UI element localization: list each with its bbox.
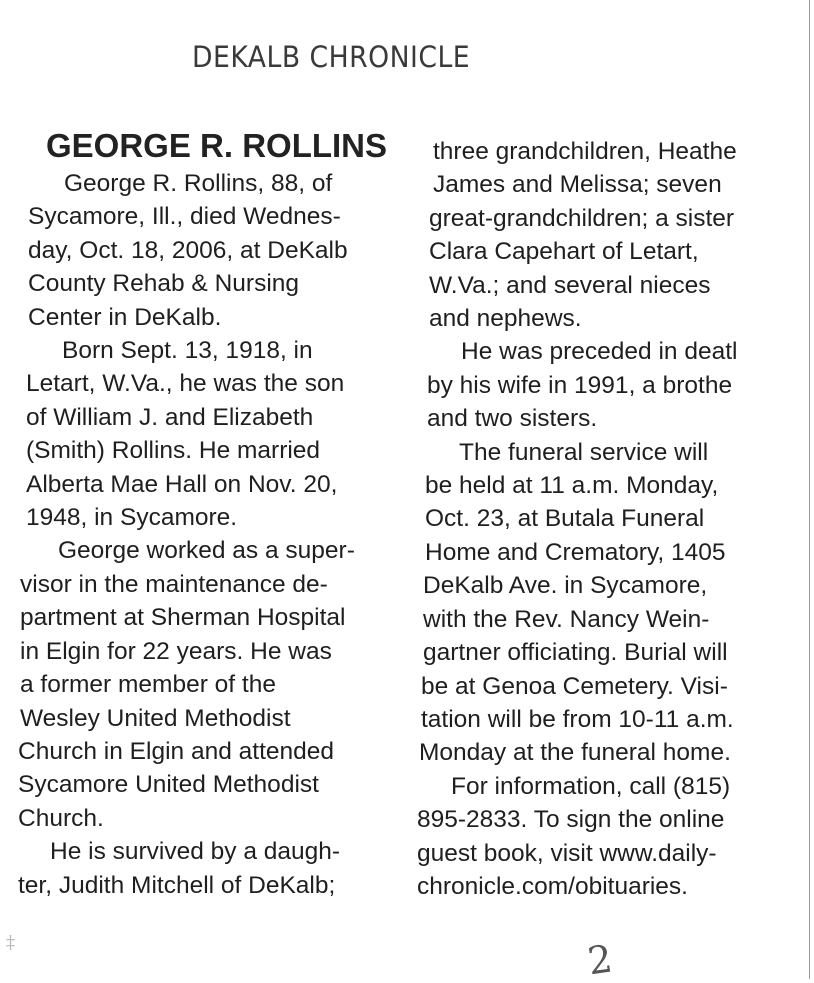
text-line: Monday at the funeral home. [419, 739, 731, 767]
text-line: Sycamore, Ill., died Wednes- [28, 203, 341, 231]
text-line: Alberta Mae Hall on Nov. 20, [26, 470, 338, 498]
text-line: He was preceded in deatl [461, 338, 738, 366]
text-line: 895-2833. To sign the online [417, 806, 725, 834]
text-line: be held at 11 a.m. Monday, [425, 472, 719, 500]
text-line: three grandchildren, Heathe [433, 138, 737, 165]
paragraph-death-notice [14, 167, 399, 334]
text-line: be at Genoa Cemetery. Visi- [421, 672, 728, 700]
text-line: The funeral service will [459, 438, 709, 466]
text-line: Center in DeKalb. [28, 303, 222, 331]
text-line: day, Oct. 18, 2006, at DeKalb [28, 236, 348, 264]
paragraph-information [417, 770, 782, 904]
text-line: gartner officiating. Burial will [423, 639, 728, 667]
text-line: partment at Sherman Hospital [20, 604, 346, 632]
left-column [14, 167, 399, 902]
text-line: Letart, W.Va., he was the son [26, 370, 345, 398]
text-line: Born Sept. 13, 1918, in [62, 337, 313, 365]
text-line: visor in the maintenance de- [20, 570, 328, 598]
paragraph-survivors [14, 835, 399, 902]
text-line: James and Melissa; seven [433, 171, 722, 199]
right-column [417, 135, 782, 903]
paragraph-birth [14, 334, 399, 534]
paragraph-survivors-cont [417, 135, 782, 335]
text-line: George R. Rollins, 88, of [64, 170, 333, 197]
text-line: County Rehab & Nursing [28, 270, 300, 298]
text-line: Church in Elgin and attended [18, 737, 334, 765]
handwritten-page-number: 2 [585, 936, 616, 983]
text-line: by his wife in 1991, a brothe [427, 371, 733, 399]
obituary-headline: GEORGE R. ROLLINS [46, 127, 388, 164]
text-line: in Elgin for 22 years. He was [20, 637, 332, 665]
paragraph-career [14, 534, 399, 835]
scan-smudge-mark: ‡ [6, 932, 15, 953]
text-line: with the Rev. Nancy Wein- [423, 605, 710, 633]
text-line: He is survived by a daugh- [50, 838, 341, 866]
paragraph-preceded [417, 335, 782, 435]
text-line: great-grandchildren; a sister [429, 204, 735, 232]
text-line: W.Va.; and several nieces [429, 271, 711, 299]
text-line: and nephews. [429, 305, 582, 333]
text-line: George worked as a super- [58, 537, 355, 565]
text-line: Sycamore United Methodist [18, 771, 319, 799]
text-line: chronicle.com/obituaries. [417, 872, 688, 900]
text-line: of William J. and Elizabeth [26, 403, 314, 431]
text-line: ter, Judith Mitchell of DeKalb; [18, 871, 336, 899]
text-line: Church. [18, 804, 104, 832]
text-line: (Smith) Rollins. He married [26, 437, 321, 465]
text-line: Clara Capehart of Letart, [429, 238, 699, 266]
text-line: a former member of the [20, 671, 276, 699]
paragraph-funeral [417, 436, 782, 770]
page-edge-line [809, 0, 810, 979]
text-line: tation will be from 10-11 a.m. [421, 705, 734, 733]
newspaper-masthead: DEKALB CHRONICLE [192, 40, 471, 74]
text-line: DeKalb Ave. in Sycamore, [423, 572, 708, 600]
text-line: 1948, in Sycamore. [26, 504, 238, 532]
text-line: Oct. 23, at Butala Funeral [425, 505, 705, 533]
text-line: For information, call (815) [451, 772, 731, 800]
text-line: guest book, visit www.daily- [417, 839, 717, 867]
text-line: and two sisters. [427, 405, 598, 433]
text-line: Home and Crematory, 1405 [425, 538, 726, 566]
text-line: Wesley United Methodist [20, 704, 291, 732]
